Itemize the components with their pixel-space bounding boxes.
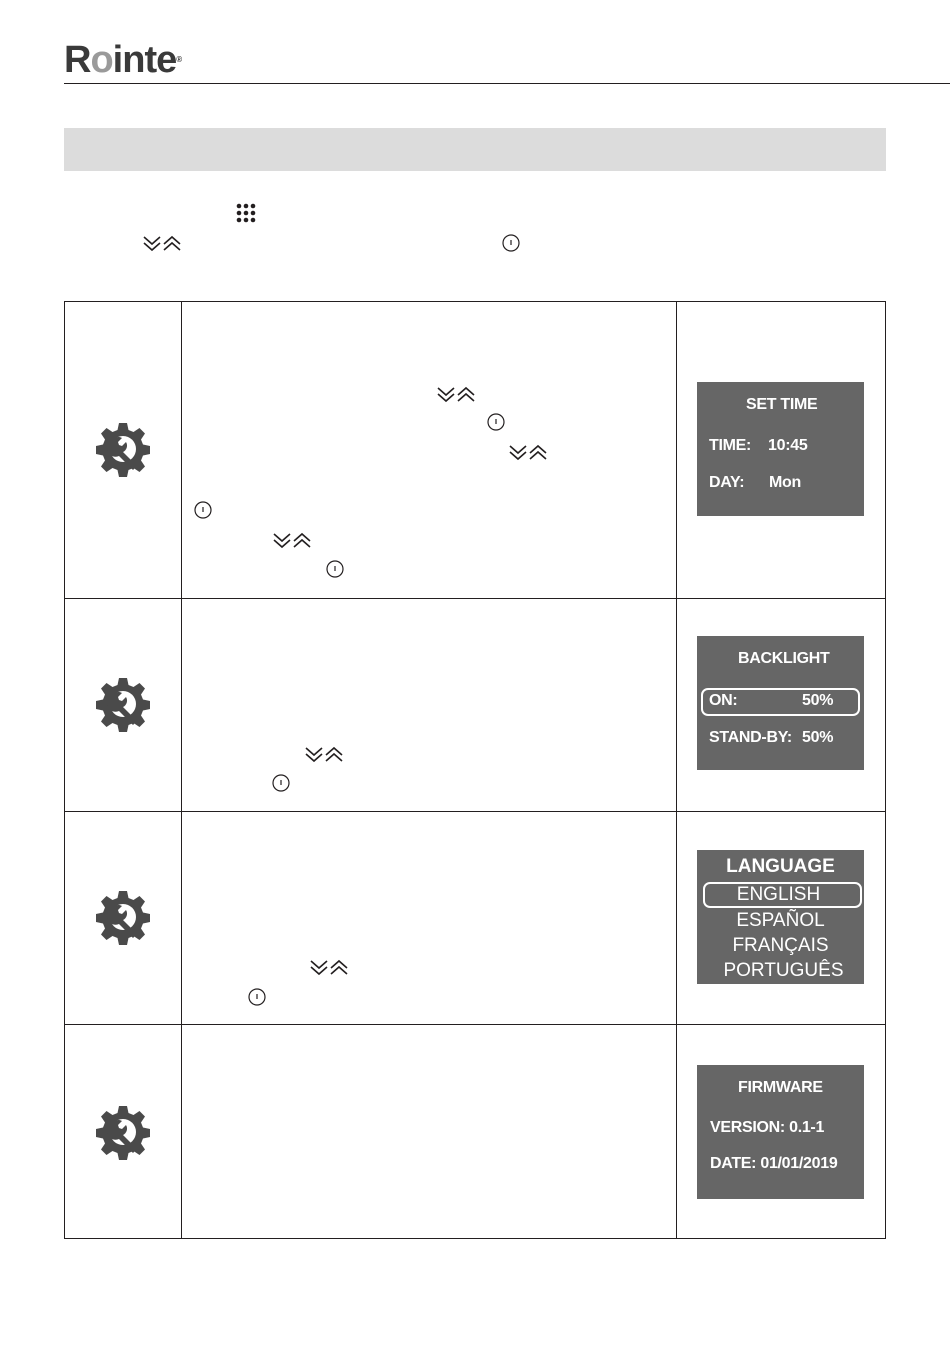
set-time-screen	[697, 382, 864, 516]
rointe-logo	[64, 40, 214, 80]
table-column-divider	[676, 302, 677, 1238]
table-row-divider	[65, 598, 885, 599]
table-row-divider	[65, 1024, 885, 1025]
screen-title: FIRMWARE	[738, 1079, 823, 1096]
logo-letter-o: o	[90, 39, 113, 81]
gear-wrench-icon	[95, 676, 151, 732]
chevron-down-up-icon	[142, 234, 182, 254]
language-option-espanol: ESPAÑOL	[736, 910, 825, 931]
logo-registered-mark: ®	[176, 55, 182, 64]
backlight-screen	[697, 636, 864, 770]
gear-wrench-icon	[95, 889, 151, 945]
chevron-down-up-icon	[304, 745, 344, 765]
on-value: 50%	[802, 692, 834, 709]
firmware-screen	[697, 1065, 864, 1199]
time-value: 10:45	[768, 437, 808, 454]
power-button-icon	[194, 501, 212, 519]
language-option-english: ENGLISH	[736, 884, 821, 905]
standby-label: STAND-BY:	[709, 729, 792, 746]
screen-title: LANGUAGE	[726, 856, 835, 877]
day-value: Mon	[769, 474, 801, 491]
chevron-down-up-icon	[272, 531, 312, 551]
logo-letter-r: R	[64, 39, 91, 81]
language-option-portugues: PORTUGUÊS	[723, 960, 844, 981]
table-row-divider	[65, 811, 885, 812]
chevron-down-up-icon	[436, 385, 476, 405]
time-label: TIME:	[709, 437, 752, 454]
logo-letters-inte: inte	[112, 39, 177, 81]
section-title-band	[64, 128, 886, 171]
power-button-icon	[326, 560, 344, 578]
firmware-date: DATE: 01/01/2019	[710, 1155, 838, 1172]
on-label: ON:	[709, 692, 738, 709]
keypad-dots-icon	[236, 203, 256, 223]
table-column-divider	[181, 302, 182, 1238]
power-button-icon	[272, 774, 290, 792]
power-button-icon	[248, 988, 266, 1006]
language-option-francais: FRANÇAIS	[732, 935, 829, 956]
header-divider	[64, 83, 950, 84]
standby-value: 50%	[802, 729, 834, 746]
gear-wrench-icon	[95, 1104, 151, 1160]
chevron-down-up-icon	[508, 443, 548, 463]
power-button-icon	[487, 413, 505, 431]
gear-wrench-icon	[95, 421, 151, 477]
screen-title: SET TIME	[746, 396, 818, 413]
power-button-icon	[502, 234, 520, 252]
firmware-version: VERSION: 0.1-1	[710, 1119, 825, 1136]
chevron-down-up-icon	[309, 958, 349, 978]
language-screen	[697, 850, 864, 984]
day-label: DAY:	[709, 474, 745, 491]
screen-title: BACKLIGHT	[738, 650, 830, 667]
